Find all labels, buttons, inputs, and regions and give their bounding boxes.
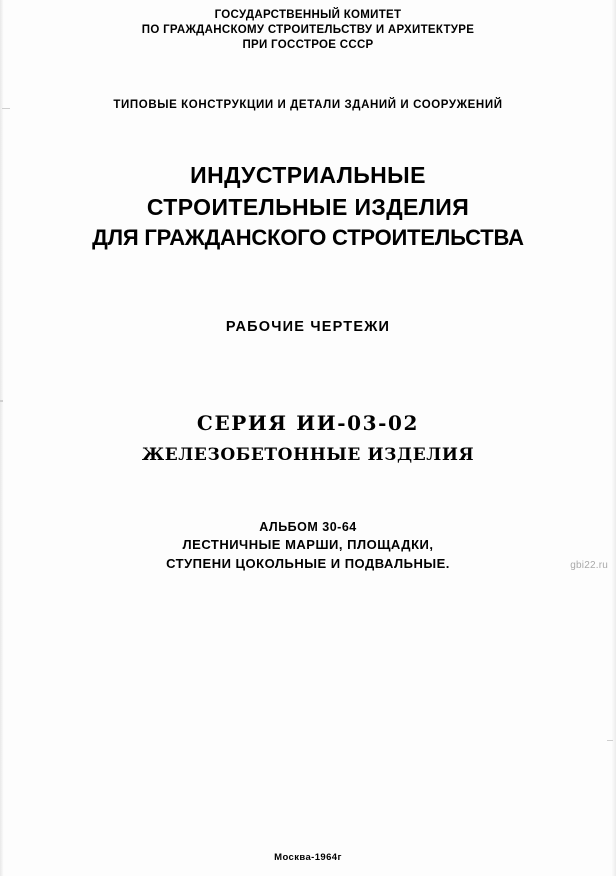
- watermark: gbi22.ru: [570, 560, 608, 571]
- scan-speck: [607, 740, 613, 741]
- scan-speck: [0, 400, 3, 402]
- title-line-2: СТРОИТЕЛЬНЫЕ ИЗДЕЛИЯ: [146, 193, 470, 220]
- organization-line-2: ПО ГРАЖДАНСКОМУ СТРОИТЕЛЬСТВУ И АРХИТЕКТУРЕ: [141, 24, 475, 37]
- series-number: СЕРИЯ ИИ-03-02: [196, 411, 420, 435]
- city-year: Москва-1964г: [274, 852, 342, 863]
- title-line-1: ИНДУСТРИАЛЬНЫЕ: [190, 162, 426, 188]
- album-contents-line-2: СТУПЕНИ ЦОКОЛЬНЫЕ И ПОДВАЛЬНЫЕ.: [166, 555, 450, 571]
- document-subtitle: ТИПОВЫЕ КОНСТРУКЦИИ И ДЕТАЛИ ЗДАНИЙ И СООРУЖЕНИЙ: [113, 99, 503, 111]
- publisher-organization: [0, 8, 616, 54]
- organization-line-1: ГОСУДАРСТВЕННЫЙ КОМИТЕТ: [214, 9, 402, 21]
- working-drawings-label: РАБОЧИЕ ЧЕРТЕЖИ: [225, 319, 391, 335]
- title-line-3: ДЛЯ ГРАЖДАНСКОГО СТРОИТЕЛЬСТВА: [92, 225, 524, 251]
- album-contents-line-1: ЛЕСТНИЧНЫЕ МАРШИ, ПЛОЩАДКИ,: [182, 537, 434, 553]
- album-number: АЛЬБОМ 30-64: [259, 520, 357, 534]
- page-title: [0, 160, 616, 254]
- album-info: [0, 518, 616, 574]
- series-designation: [0, 410, 616, 467]
- organization-line-3: ПРИ ГОССТРОЕ СССР: [242, 39, 374, 52]
- series-subject: ЖЕЛЕЗОБЕТОННЫЕ ИЗДЕЛИЯ: [141, 445, 475, 466]
